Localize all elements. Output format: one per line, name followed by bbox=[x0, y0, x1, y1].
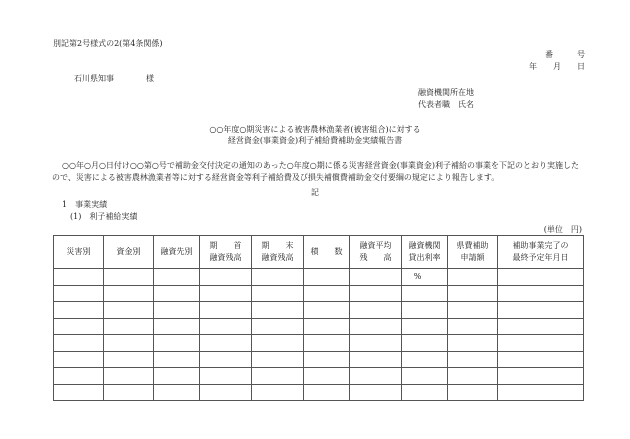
table-row bbox=[54, 318, 584, 335]
table-cell[interactable] bbox=[498, 269, 584, 286]
table-cell[interactable] bbox=[350, 285, 402, 302]
col-header: 資金別 bbox=[104, 236, 154, 269]
table-cell[interactable] bbox=[304, 318, 350, 335]
table-cell[interactable] bbox=[498, 351, 584, 368]
table-cell[interactable] bbox=[350, 302, 402, 319]
table-cell[interactable] bbox=[448, 302, 498, 319]
report-title-line1: ○○年度○期災害による被害農林漁業者(被害組合)に対する bbox=[209, 125, 421, 134]
table-cell[interactable] bbox=[104, 335, 154, 352]
table-cell[interactable] bbox=[252, 368, 304, 385]
table-cell[interactable] bbox=[104, 368, 154, 385]
table-cell[interactable] bbox=[252, 269, 304, 286]
table-cell[interactable] bbox=[304, 384, 350, 401]
col-header: 融資平均 残 高 bbox=[350, 236, 402, 269]
table-cell[interactable] bbox=[498, 285, 584, 302]
table-cell[interactable] bbox=[498, 384, 584, 401]
table-cell[interactable] bbox=[402, 368, 448, 385]
table-cell[interactable] bbox=[154, 384, 200, 401]
table-cell[interactable] bbox=[200, 269, 252, 286]
col-header: 積 数 bbox=[304, 236, 350, 269]
table-cell[interactable] bbox=[54, 351, 104, 368]
table-cell[interactable] bbox=[200, 368, 252, 385]
table-cell[interactable] bbox=[252, 335, 304, 352]
table-cell[interactable] bbox=[200, 285, 252, 302]
table-cell[interactable] bbox=[304, 269, 350, 286]
table-cell[interactable] bbox=[200, 384, 252, 401]
table-cell[interactable] bbox=[350, 269, 402, 286]
table-cell[interactable] bbox=[350, 368, 402, 385]
table-cell[interactable] bbox=[448, 285, 498, 302]
representative-label: 代表者職 氏名 bbox=[418, 100, 474, 109]
section-heading: 1 事業実績 bbox=[62, 200, 108, 209]
table-row bbox=[54, 269, 584, 286]
table-row bbox=[54, 351, 584, 368]
table-cell[interactable] bbox=[498, 335, 584, 352]
table-row bbox=[54, 302, 584, 319]
table-cell[interactable] bbox=[54, 335, 104, 352]
table-cell[interactable] bbox=[200, 302, 252, 319]
table-cell[interactable] bbox=[498, 302, 584, 319]
col-header: 県費補助 申請額 bbox=[448, 236, 498, 269]
table-cell[interactable] bbox=[54, 302, 104, 319]
table-cell[interactable] bbox=[304, 285, 350, 302]
report-body: ○○年○月○日付け○○第○号で補助金交付決定の通知のあった○年度○期に係る災害経営資金(事業資金)利子補給の事業を下記のとおり実施したので、災害による被害農林漁業者等に対する経営資金等利子補給費及び損失補償費補助金交付要綱の規定により報告します。 bbox=[52, 161, 579, 182]
table-cell[interactable] bbox=[252, 318, 304, 335]
table-cell[interactable] bbox=[200, 335, 252, 352]
table-cell[interactable] bbox=[350, 318, 402, 335]
table-cell[interactable] bbox=[304, 335, 350, 352]
table-cell[interactable] bbox=[350, 335, 402, 352]
table-cell[interactable] bbox=[104, 351, 154, 368]
report-title-line2: 経営資金(事業資金)利子補給費補助金実績報告書 bbox=[227, 136, 403, 145]
table-body bbox=[54, 269, 584, 401]
table-cell[interactable] bbox=[448, 335, 498, 352]
table-cell[interactable] bbox=[54, 384, 104, 401]
table-cell[interactable] bbox=[498, 368, 584, 385]
table-cell[interactable] bbox=[304, 368, 350, 385]
table-cell[interactable] bbox=[448, 384, 498, 401]
table-cell[interactable] bbox=[104, 318, 154, 335]
ki-heading: 記 bbox=[311, 188, 319, 197]
table-cell[interactable] bbox=[448, 269, 498, 286]
lender-address-label: 融資機関所在地 bbox=[418, 88, 474, 97]
table-cell[interactable] bbox=[304, 351, 350, 368]
document-date-label: 年 月 日 bbox=[529, 62, 585, 71]
table-cell[interactable] bbox=[350, 351, 402, 368]
col-header: 期 末 融資残高 bbox=[252, 236, 304, 269]
table-row bbox=[54, 285, 584, 302]
percent-mark: % bbox=[402, 269, 448, 286]
table-cell[interactable] bbox=[154, 285, 200, 302]
table-cell[interactable] bbox=[54, 285, 104, 302]
table-cell[interactable] bbox=[350, 384, 402, 401]
table-row bbox=[54, 384, 584, 401]
table-cell[interactable] bbox=[154, 335, 200, 352]
table-cell[interactable] bbox=[54, 269, 104, 286]
table-cell[interactable] bbox=[252, 285, 304, 302]
table-cell[interactable] bbox=[402, 351, 448, 368]
table-cell[interactable] bbox=[402, 318, 448, 335]
table-cell[interactable] bbox=[448, 318, 498, 335]
table-cell[interactable] bbox=[154, 368, 200, 385]
document-number-label: 番 号 bbox=[545, 50, 585, 59]
col-header: 期 首 融資残高 bbox=[200, 236, 252, 269]
table-cell[interactable] bbox=[54, 318, 104, 335]
table-header-row bbox=[54, 236, 584, 269]
col-header: 補助事業完了の 最終予定年月日 bbox=[498, 236, 584, 269]
table-cell[interactable] bbox=[154, 318, 200, 335]
table-cell[interactable] bbox=[402, 285, 448, 302]
col-header: 融資機関 貸出利率 bbox=[402, 236, 448, 269]
table-cell[interactable] bbox=[402, 335, 448, 352]
table-cell[interactable] bbox=[252, 384, 304, 401]
subsection-heading: (1) 利子補給実績 bbox=[70, 212, 138, 221]
table-cell[interactable] bbox=[498, 318, 584, 335]
table-cell[interactable] bbox=[104, 302, 154, 319]
unit-label: (単位 円) bbox=[543, 225, 582, 234]
table-cell[interactable] bbox=[304, 302, 350, 319]
table-cell[interactable] bbox=[252, 351, 304, 368]
table-cell[interactable] bbox=[402, 384, 448, 401]
table-cell[interactable] bbox=[104, 269, 154, 286]
interest-subsidy-table bbox=[53, 235, 584, 401]
col-header: 融資先別 bbox=[154, 236, 200, 269]
table-cell[interactable] bbox=[448, 351, 498, 368]
table-cell[interactable] bbox=[200, 351, 252, 368]
table-cell[interactable] bbox=[252, 302, 304, 319]
table-row bbox=[54, 335, 584, 352]
table-cell[interactable] bbox=[448, 368, 498, 385]
table-cell[interactable] bbox=[104, 285, 154, 302]
table-cell[interactable] bbox=[200, 318, 252, 335]
table-row bbox=[54, 368, 584, 385]
table-cell[interactable] bbox=[154, 269, 200, 286]
col-header: 災害別 bbox=[54, 236, 104, 269]
table-cell[interactable] bbox=[54, 368, 104, 385]
table-cell[interactable] bbox=[154, 351, 200, 368]
addressee: 石川県知事 様 bbox=[74, 74, 154, 83]
form-identifier: 別記第2号様式の2(第4条関係) bbox=[53, 39, 163, 48]
table-cell[interactable] bbox=[154, 302, 200, 319]
table-cell[interactable] bbox=[104, 384, 154, 401]
table-cell[interactable] bbox=[402, 302, 448, 319]
